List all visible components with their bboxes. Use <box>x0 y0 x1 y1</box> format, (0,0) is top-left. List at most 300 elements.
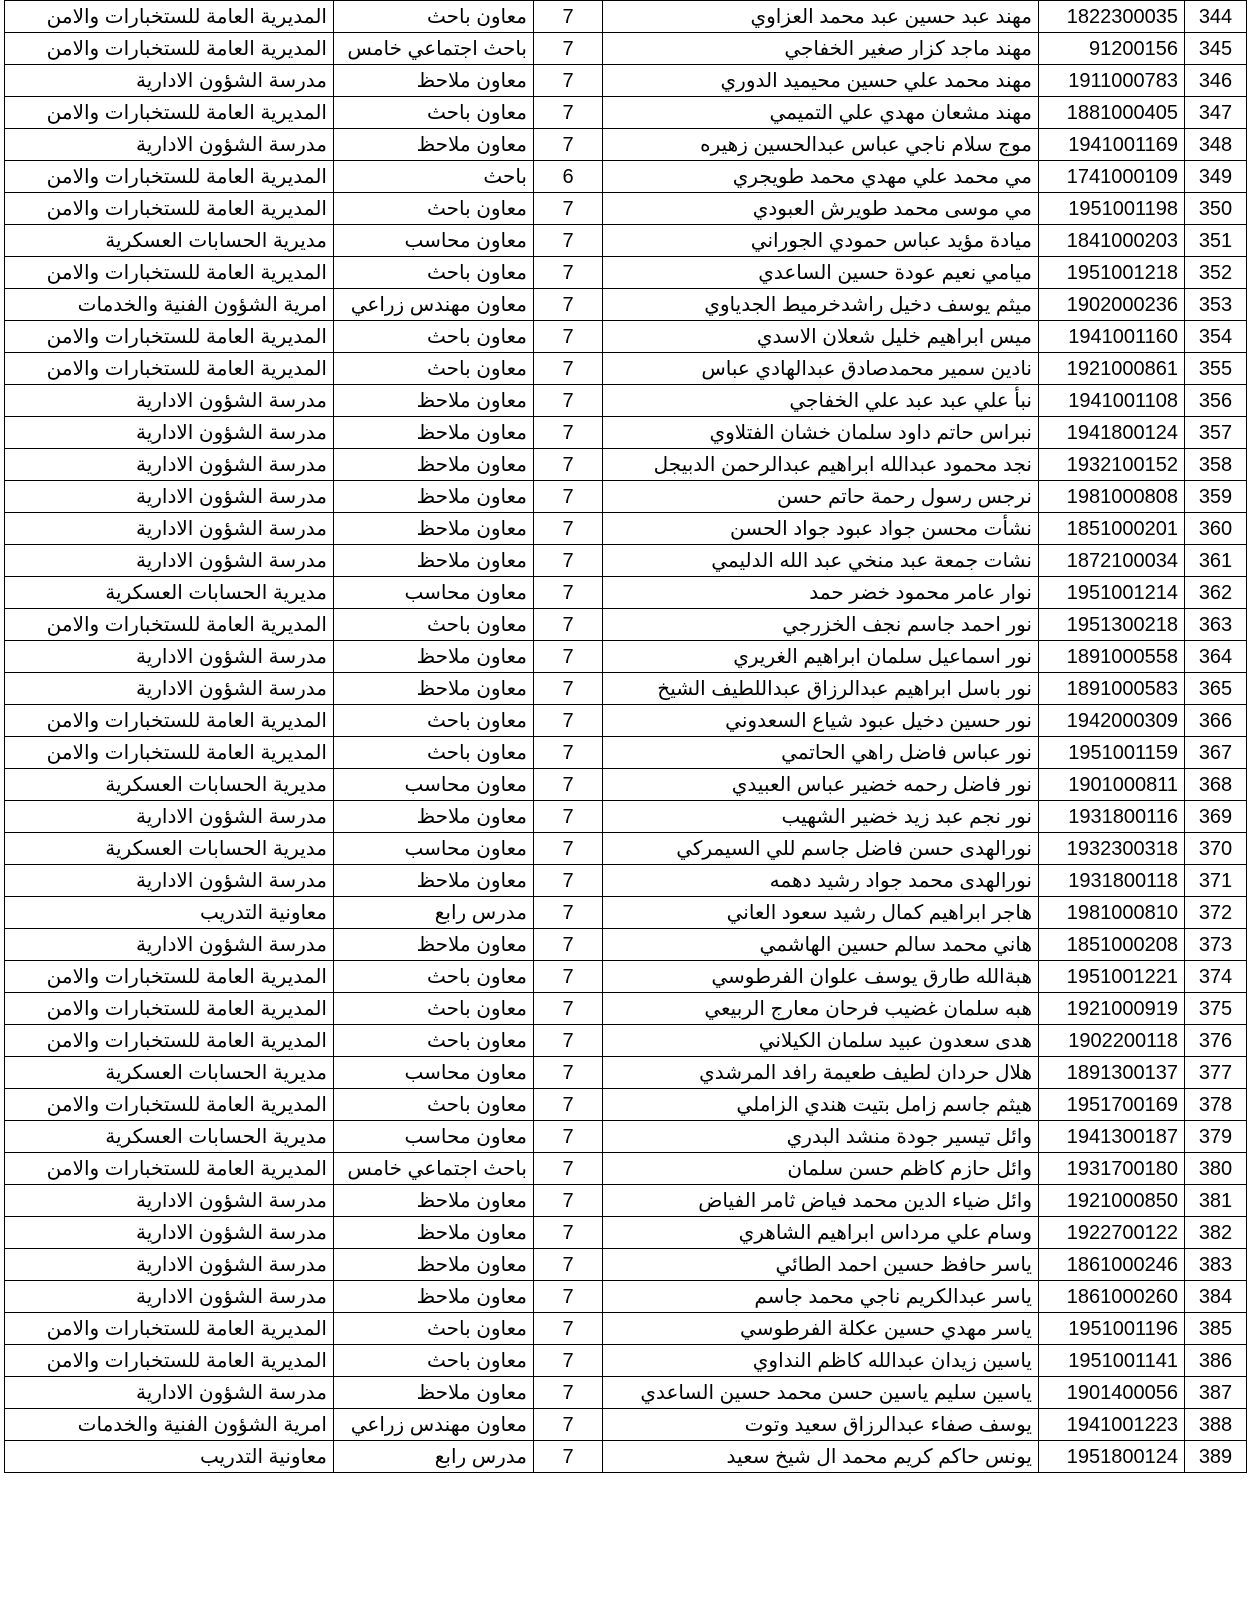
grade-cell: 7 <box>534 673 603 705</box>
employee-id-cell: 1851000208 <box>1039 929 1185 961</box>
employee-id-cell: 1951001159 <box>1039 737 1185 769</box>
department-cell: مدرسة الشؤون الادارية <box>5 65 334 97</box>
sequence-number-cell: 377 <box>1185 1057 1247 1089</box>
table-row <box>5 449 1247 481</box>
job-title-cell: مدرس رابع <box>334 1441 534 1473</box>
job-title-cell: معاون ملاحظ <box>334 65 534 97</box>
table-row <box>5 769 1247 801</box>
table-row <box>5 1185 1247 1217</box>
grade-cell: 7 <box>534 641 603 673</box>
employee-name-cell: نشأت محسن جواد عبود جواد الحسن <box>603 513 1039 545</box>
table-row <box>5 865 1247 897</box>
department-cell: مدرسة الشؤون الادارية <box>5 417 334 449</box>
employee-name-cell: نبأ علي عبد عبد علي الخفاجي <box>603 385 1039 417</box>
sequence-number-cell: 389 <box>1185 1441 1247 1473</box>
employee-id-cell: 1981000810 <box>1039 897 1185 929</box>
employee-name-cell: نور فاضل رحمه خضير عباس العبيدي <box>603 769 1039 801</box>
employee-name-cell: هاني محمد سالم حسين الهاشمي <box>603 929 1039 961</box>
department-cell: المديرية العامة للستخبارات والامن <box>5 161 334 193</box>
employee-name-cell: ميامي نعيم عودة حسين الساعدي <box>603 257 1039 289</box>
grade-cell: 7 <box>534 1153 603 1185</box>
grade-cell: 7 <box>534 1 603 33</box>
employee-id-cell: 1932300318 <box>1039 833 1185 865</box>
sequence-number-cell: 350 <box>1185 193 1247 225</box>
employee-id-cell: 1951300218 <box>1039 609 1185 641</box>
table-row <box>5 1281 1247 1313</box>
grade-cell: 7 <box>534 193 603 225</box>
table-row <box>5 417 1247 449</box>
sequence-number-cell: 382 <box>1185 1217 1247 1249</box>
table-row <box>5 1 1247 33</box>
employee-id-cell: 1902200118 <box>1039 1025 1185 1057</box>
table-row <box>5 641 1247 673</box>
employee-name-cell: موج سلام ناجي عباس عبدالحسين زهيره <box>603 129 1039 161</box>
job-title-cell: مدرس رابع <box>334 897 534 929</box>
table-row <box>5 897 1247 929</box>
department-cell: المديرية العامة للستخبارات والامن <box>5 1089 334 1121</box>
sequence-number-cell: 368 <box>1185 769 1247 801</box>
employee-id-cell: 1981000808 <box>1039 481 1185 513</box>
roster-table-body <box>5 1 1247 1473</box>
sequence-number-cell: 361 <box>1185 545 1247 577</box>
grade-cell: 7 <box>534 737 603 769</box>
grade-cell: 7 <box>534 1025 603 1057</box>
table-row <box>5 353 1247 385</box>
employee-id-cell: 1941001108 <box>1039 385 1185 417</box>
table-row <box>5 1217 1247 1249</box>
employee-id-cell: 1901000811 <box>1039 769 1185 801</box>
department-cell: مدرسة الشؤون الادارية <box>5 929 334 961</box>
table-row <box>5 385 1247 417</box>
job-title-cell: معاون ملاحظ <box>334 449 534 481</box>
employee-name-cell: نور اسماعيل سلمان ابراهيم الغريري <box>603 641 1039 673</box>
employee-name-cell: ميس ابراهيم خليل شعلان الاسدي <box>603 321 1039 353</box>
job-title-cell: معاون ملاحظ <box>334 129 534 161</box>
employee-name-cell: ياسر حافظ حسين احمد الطائي <box>603 1249 1039 1281</box>
grade-cell: 7 <box>534 1121 603 1153</box>
table-row <box>5 705 1247 737</box>
grade-cell: 7 <box>534 1249 603 1281</box>
sequence-number-cell: 365 <box>1185 673 1247 705</box>
sequence-number-cell: 380 <box>1185 1153 1247 1185</box>
sequence-number-cell: 357 <box>1185 417 1247 449</box>
employee-name-cell: نور عباس فاضل راهي الحاتمي <box>603 737 1039 769</box>
table-row <box>5 609 1247 641</box>
employee-name-cell: ياسين سليم ياسين حسن محمد حسين الساعدي <box>603 1377 1039 1409</box>
roster-table <box>4 0 1247 1473</box>
employee-id-cell: 1911000783 <box>1039 65 1185 97</box>
job-title-cell: معاون باحث <box>334 993 534 1025</box>
grade-cell: 7 <box>534 1217 603 1249</box>
table-row <box>5 513 1247 545</box>
table-row <box>5 65 1247 97</box>
sequence-number-cell: 351 <box>1185 225 1247 257</box>
employee-id-cell: 1881000405 <box>1039 97 1185 129</box>
job-title-cell: معاون ملاحظ <box>334 929 534 961</box>
department-cell: المديرية العامة للستخبارات والامن <box>5 1345 334 1377</box>
table-row <box>5 161 1247 193</box>
employee-id-cell: 1902000236 <box>1039 289 1185 321</box>
employee-id-cell: 1921000850 <box>1039 1185 1185 1217</box>
employee-id-cell: 91200156 <box>1039 33 1185 65</box>
sequence-number-cell: 372 <box>1185 897 1247 929</box>
department-cell: المديرية العامة للستخبارات والامن <box>5 737 334 769</box>
grade-cell: 7 <box>534 449 603 481</box>
department-cell: مدرسة الشؤون الادارية <box>5 1281 334 1313</box>
table-row <box>5 1377 1247 1409</box>
department-cell: مدرسة الشؤون الادارية <box>5 481 334 513</box>
table-row <box>5 1057 1247 1089</box>
table-row <box>5 1345 1247 1377</box>
grade-cell: 7 <box>534 1281 603 1313</box>
department-cell: مدرسة الشؤون الادارية <box>5 385 334 417</box>
grade-cell: 7 <box>534 705 603 737</box>
sequence-number-cell: 364 <box>1185 641 1247 673</box>
employee-id-cell: 1941001160 <box>1039 321 1185 353</box>
employee-name-cell: نور نجم عبد زيد خضير الشهيب <box>603 801 1039 833</box>
department-cell: مديرية الحسابات العسكرية <box>5 1121 334 1153</box>
grade-cell: 7 <box>534 321 603 353</box>
sequence-number-cell: 387 <box>1185 1377 1247 1409</box>
department-cell: المديرية العامة للستخبارات والامن <box>5 193 334 225</box>
grade-cell: 7 <box>534 353 603 385</box>
sequence-number-cell: 353 <box>1185 289 1247 321</box>
department-cell: معاونية التدريب <box>5 897 334 929</box>
table-row <box>5 1409 1247 1441</box>
sequence-number-cell: 388 <box>1185 1409 1247 1441</box>
department-cell: المديرية العامة للستخبارات والامن <box>5 1 334 33</box>
grade-cell: 7 <box>534 513 603 545</box>
employee-id-cell: 1951001198 <box>1039 193 1185 225</box>
grade-cell: 7 <box>534 1089 603 1121</box>
table-row <box>5 1313 1247 1345</box>
job-title-cell: معاون ملاحظ <box>334 481 534 513</box>
employee-name-cell: مي موسى محمد طويرش العبودي <box>603 193 1039 225</box>
table-row <box>5 737 1247 769</box>
department-cell: مدرسة الشؤون الادارية <box>5 513 334 545</box>
department-cell: المديرية العامة للستخبارات والامن <box>5 1153 334 1185</box>
department-cell: مدرسة الشؤون الادارية <box>5 1185 334 1217</box>
job-title-cell: معاون محاسب <box>334 769 534 801</box>
employee-name-cell: نوار عامر محمود خضر حمد <box>603 577 1039 609</box>
grade-cell: 7 <box>534 545 603 577</box>
job-title-cell: معاون مهندس زراعي <box>334 1409 534 1441</box>
employee-id-cell: 1931800118 <box>1039 865 1185 897</box>
employee-name-cell: مي محمد علي مهدي محمد طويجري <box>603 161 1039 193</box>
employee-name-cell: مهند محمد علي حسين محيميد الدوري <box>603 65 1039 97</box>
employee-id-cell: 1941001223 <box>1039 1409 1185 1441</box>
job-title-cell: معاون باحث <box>334 705 534 737</box>
department-cell: معاونية التدريب <box>5 1441 334 1473</box>
table-row <box>5 801 1247 833</box>
table-row <box>5 833 1247 865</box>
job-title-cell: باحث اجتماعي خامس <box>334 33 534 65</box>
sequence-number-cell: 360 <box>1185 513 1247 545</box>
employee-id-cell: 1891300137 <box>1039 1057 1185 1089</box>
job-title-cell: معاون باحث <box>334 321 534 353</box>
job-title-cell: معاون ملاحظ <box>334 801 534 833</box>
department-cell: مدرسة الشؤون الادارية <box>5 641 334 673</box>
sequence-number-cell: 373 <box>1185 929 1247 961</box>
grade-cell: 7 <box>534 609 603 641</box>
employee-name-cell: نبراس حاتم داود سلمان خشان الفتلاوي <box>603 417 1039 449</box>
sequence-number-cell: 344 <box>1185 1 1247 33</box>
job-title-cell: معاون باحث <box>334 609 534 641</box>
employee-id-cell: 1841000203 <box>1039 225 1185 257</box>
table-row <box>5 929 1247 961</box>
department-cell: مديرية الحسابات العسكرية <box>5 769 334 801</box>
sequence-number-cell: 376 <box>1185 1025 1247 1057</box>
job-title-cell: معاون باحث <box>334 1089 534 1121</box>
job-title-cell: معاون ملاحظ <box>334 1217 534 1249</box>
job-title-cell: باحث <box>334 161 534 193</box>
sequence-number-cell: 362 <box>1185 577 1247 609</box>
employee-name-cell: مهند ماجد كزار صغير الخفاجي <box>603 33 1039 65</box>
department-cell: المديرية العامة للستخبارات والامن <box>5 353 334 385</box>
grade-cell: 7 <box>534 833 603 865</box>
sequence-number-cell: 359 <box>1185 481 1247 513</box>
department-cell: المديرية العامة للستخبارات والامن <box>5 993 334 1025</box>
employee-id-cell: 1951001221 <box>1039 961 1185 993</box>
grade-cell: 7 <box>534 961 603 993</box>
employee-id-cell: 1861000246 <box>1039 1249 1185 1281</box>
job-title-cell: معاون باحث <box>334 737 534 769</box>
employee-id-cell: 1932100152 <box>1039 449 1185 481</box>
employee-name-cell: يوسف صفاء عبدالرزاق سعيد وتوت <box>603 1409 1039 1441</box>
job-title-cell: معاون باحث <box>334 1025 534 1057</box>
department-cell: امرية الشؤون الفنية والخدمات <box>5 1409 334 1441</box>
department-cell: المديرية العامة للستخبارات والامن <box>5 321 334 353</box>
table-row <box>5 481 1247 513</box>
employee-id-cell: 1851000201 <box>1039 513 1185 545</box>
department-cell: مدرسة الشؤون الادارية <box>5 1217 334 1249</box>
employee-id-cell: 1872100034 <box>1039 545 1185 577</box>
employee-id-cell: 1951700169 <box>1039 1089 1185 1121</box>
grade-cell: 7 <box>534 97 603 129</box>
employee-id-cell: 1941300187 <box>1039 1121 1185 1153</box>
job-title-cell: معاون ملاحظ <box>334 513 534 545</box>
employee-id-cell: 1891000583 <box>1039 673 1185 705</box>
employee-name-cell: ياسين زيدان عبدالله كاظم النداوي <box>603 1345 1039 1377</box>
department-cell: مدرسة الشؤون الادارية <box>5 1377 334 1409</box>
grade-cell: 7 <box>534 225 603 257</box>
employee-name-cell: هاجر ابراهيم كمال رشيد سعود العاني <box>603 897 1039 929</box>
employee-name-cell: نادين سمير محمدصادق عبدالهادي عباس <box>603 353 1039 385</box>
employee-name-cell: وائل ضياء الدين محمد فياض ثامر الفياض <box>603 1185 1039 1217</box>
employee-id-cell: 1822300035 <box>1039 1 1185 33</box>
job-title-cell: باحث اجتماعي خامس <box>334 1153 534 1185</box>
employee-name-cell: نور احمد جاسم نجف الخزرجي <box>603 609 1039 641</box>
department-cell: مدرسة الشؤون الادارية <box>5 673 334 705</box>
sequence-number-cell: 371 <box>1185 865 1247 897</box>
employee-name-cell: مهند مشعان مهدي علي التميمي <box>603 97 1039 129</box>
sequence-number-cell: 385 <box>1185 1313 1247 1345</box>
employee-id-cell: 1861000260 <box>1039 1281 1185 1313</box>
grade-cell: 7 <box>534 1377 603 1409</box>
sequence-number-cell: 348 <box>1185 129 1247 161</box>
department-cell: المديرية العامة للستخبارات والامن <box>5 97 334 129</box>
sequence-number-cell: 345 <box>1185 33 1247 65</box>
employee-id-cell: 1951800124 <box>1039 1441 1185 1473</box>
department-cell: المديرية العامة للستخبارات والامن <box>5 705 334 737</box>
table-row <box>5 993 1247 1025</box>
employee-name-cell: ياسر عبدالكريم ناجي محمد جاسم <box>603 1281 1039 1313</box>
employee-name-cell: ياسر مهدي حسين عكلة الفرطوسي <box>603 1313 1039 1345</box>
employee-name-cell: ميثم يوسف دخيل راشدخرميط الجدياوي <box>603 289 1039 321</box>
job-title-cell: معاون ملاحظ <box>334 1249 534 1281</box>
grade-cell: 7 <box>534 289 603 321</box>
employee-name-cell: هيثم جاسم زامل بتيت هندي الزاملي <box>603 1089 1039 1121</box>
employee-name-cell: نرجس رسول رحمة حاتم حسن <box>603 481 1039 513</box>
department-cell: مدرسة الشؤون الادارية <box>5 1249 334 1281</box>
sequence-number-cell: 379 <box>1185 1121 1247 1153</box>
sequence-number-cell: 347 <box>1185 97 1247 129</box>
job-title-cell: معاون باحث <box>334 1313 534 1345</box>
sequence-number-cell: 367 <box>1185 737 1247 769</box>
table-row <box>5 1249 1247 1281</box>
sequence-number-cell: 381 <box>1185 1185 1247 1217</box>
employee-name-cell: هدى سعدون عبيد سلمان الكيلاني <box>603 1025 1039 1057</box>
department-cell: مدرسة الشؤون الادارية <box>5 129 334 161</box>
grade-cell: 7 <box>534 993 603 1025</box>
department-cell: المديرية العامة للستخبارات والامن <box>5 609 334 641</box>
sequence-number-cell: 355 <box>1185 353 1247 385</box>
employee-name-cell: ميادة مؤيد عباس حمودي الجوراني <box>603 225 1039 257</box>
table-row <box>5 961 1247 993</box>
grade-cell: 7 <box>534 257 603 289</box>
sequence-number-cell: 356 <box>1185 385 1247 417</box>
grade-cell: 7 <box>534 129 603 161</box>
employee-name-cell: وائل تيسير جودة منشد البدري <box>603 1121 1039 1153</box>
sequence-number-cell: 369 <box>1185 801 1247 833</box>
department-cell: مديرية الحسابات العسكرية <box>5 225 334 257</box>
grade-cell: 7 <box>534 417 603 449</box>
grade-cell: 7 <box>534 929 603 961</box>
employee-id-cell: 1891000558 <box>1039 641 1185 673</box>
table-row <box>5 97 1247 129</box>
employee-id-cell: 1922700122 <box>1039 1217 1185 1249</box>
employee-id-cell: 1941001169 <box>1039 129 1185 161</box>
job-title-cell: معاون ملاحظ <box>334 1185 534 1217</box>
grade-cell: 7 <box>534 1185 603 1217</box>
grade-cell: 7 <box>534 865 603 897</box>
employee-name-cell: هبه سلمان غضيب فرحان معارج الربيعي <box>603 993 1039 1025</box>
job-title-cell: معاون مهندس زراعي <box>334 289 534 321</box>
department-cell: مدرسة الشؤون الادارية <box>5 545 334 577</box>
table-row <box>5 225 1247 257</box>
employee-name-cell: هبةالله طارق يوسف علوان الفرطوسي <box>603 961 1039 993</box>
table-row <box>5 1441 1247 1473</box>
department-cell: مدرسة الشؤون الادارية <box>5 865 334 897</box>
employee-id-cell: 1942000309 <box>1039 705 1185 737</box>
employee-name-cell: هلال حردان لطيف طعيمة رافد المرشدي <box>603 1057 1039 1089</box>
employee-name-cell: وائل حازم كاظم حسن سلمان <box>603 1153 1039 1185</box>
sequence-number-cell: 374 <box>1185 961 1247 993</box>
grade-cell: 7 <box>534 1345 603 1377</box>
job-title-cell: معاون ملاحظ <box>334 673 534 705</box>
table-row <box>5 1153 1247 1185</box>
grade-cell: 6 <box>534 161 603 193</box>
department-cell: المديرية العامة للستخبارات والامن <box>5 33 334 65</box>
job-title-cell: معاون محاسب <box>334 577 534 609</box>
table-row <box>5 577 1247 609</box>
sequence-number-cell: 349 <box>1185 161 1247 193</box>
grade-cell: 7 <box>534 577 603 609</box>
employee-name-cell: نورالهدى محمد جواد رشيد دهمه <box>603 865 1039 897</box>
department-cell: المديرية العامة للستخبارات والامن <box>5 1025 334 1057</box>
sequence-number-cell: 363 <box>1185 609 1247 641</box>
employee-name-cell: وسام علي مرداس ابراهيم الشاهري <box>603 1217 1039 1249</box>
grade-cell: 7 <box>534 385 603 417</box>
job-title-cell: معاون ملاحظ <box>334 1377 534 1409</box>
employee-id-cell: 1921000861 <box>1039 353 1185 385</box>
employee-id-cell: 1951001218 <box>1039 257 1185 289</box>
employee-name-cell: نورالهدى حسن فاضل جاسم للي السيمركي <box>603 833 1039 865</box>
job-title-cell: معاون ملاحظ <box>334 1281 534 1313</box>
employee-name-cell: يونس حاكم كريم محمد ال شيخ سعيد <box>603 1441 1039 1473</box>
employee-name-cell: نور باسل ابراهيم عبدالرزاق عبداللطيف الشيخ <box>603 673 1039 705</box>
grade-cell: 7 <box>534 65 603 97</box>
department-cell: مديرية الحسابات العسكرية <box>5 1057 334 1089</box>
employee-id-cell: 1951001214 <box>1039 577 1185 609</box>
sequence-number-cell: 354 <box>1185 321 1247 353</box>
sequence-number-cell: 378 <box>1185 1089 1247 1121</box>
sequence-number-cell: 383 <box>1185 1249 1247 1281</box>
employee-id-cell: 1741000109 <box>1039 161 1185 193</box>
employee-id-cell: 1901400056 <box>1039 1377 1185 1409</box>
table-row <box>5 545 1247 577</box>
employee-id-cell: 1951001196 <box>1039 1313 1185 1345</box>
department-cell: مديرية الحسابات العسكرية <box>5 577 334 609</box>
sequence-number-cell: 386 <box>1185 1345 1247 1377</box>
table-row <box>5 673 1247 705</box>
table-row <box>5 193 1247 225</box>
job-title-cell: معاون محاسب <box>334 225 534 257</box>
job-title-cell: معاون ملاحظ <box>334 385 534 417</box>
job-title-cell: معاون ملاحظ <box>334 545 534 577</box>
job-title-cell: معاون باحث <box>334 193 534 225</box>
table-row <box>5 289 1247 321</box>
job-title-cell: معاون محاسب <box>334 1057 534 1089</box>
sequence-number-cell: 375 <box>1185 993 1247 1025</box>
sequence-number-cell: 352 <box>1185 257 1247 289</box>
job-title-cell: معاون باحث <box>334 1 534 33</box>
table-row <box>5 33 1247 65</box>
employee-id-cell: 1931700180 <box>1039 1153 1185 1185</box>
grade-cell: 7 <box>534 769 603 801</box>
job-title-cell: معاون باحث <box>334 1345 534 1377</box>
department-cell: امرية الشؤون الفنية والخدمات <box>5 289 334 321</box>
employee-name-cell: نجد محمود عبدالله ابراهيم عبدالرحمن الدبيجل <box>603 449 1039 481</box>
table-row <box>5 257 1247 289</box>
employee-name-cell: مهند عبد حسين عبد محمد العزاوي <box>603 1 1039 33</box>
department-cell: مدرسة الشؤون الادارية <box>5 449 334 481</box>
grade-cell: 7 <box>534 1409 603 1441</box>
department-cell: المديرية العامة للستخبارات والامن <box>5 1313 334 1345</box>
grade-cell: 7 <box>534 1313 603 1345</box>
employee-name-cell: نشات جمعة عبد منخي عبد الله الدليمي <box>603 545 1039 577</box>
table-row <box>5 1121 1247 1153</box>
sequence-number-cell: 384 <box>1185 1281 1247 1313</box>
employee-id-cell: 1921000919 <box>1039 993 1185 1025</box>
job-title-cell: معاون ملاحظ <box>334 865 534 897</box>
job-title-cell: معاون ملاحظ <box>334 417 534 449</box>
job-title-cell: معاون محاسب <box>334 833 534 865</box>
sequence-number-cell: 346 <box>1185 65 1247 97</box>
grade-cell: 7 <box>534 1057 603 1089</box>
grade-cell: 7 <box>534 801 603 833</box>
employee-id-cell: 1931800116 <box>1039 801 1185 833</box>
